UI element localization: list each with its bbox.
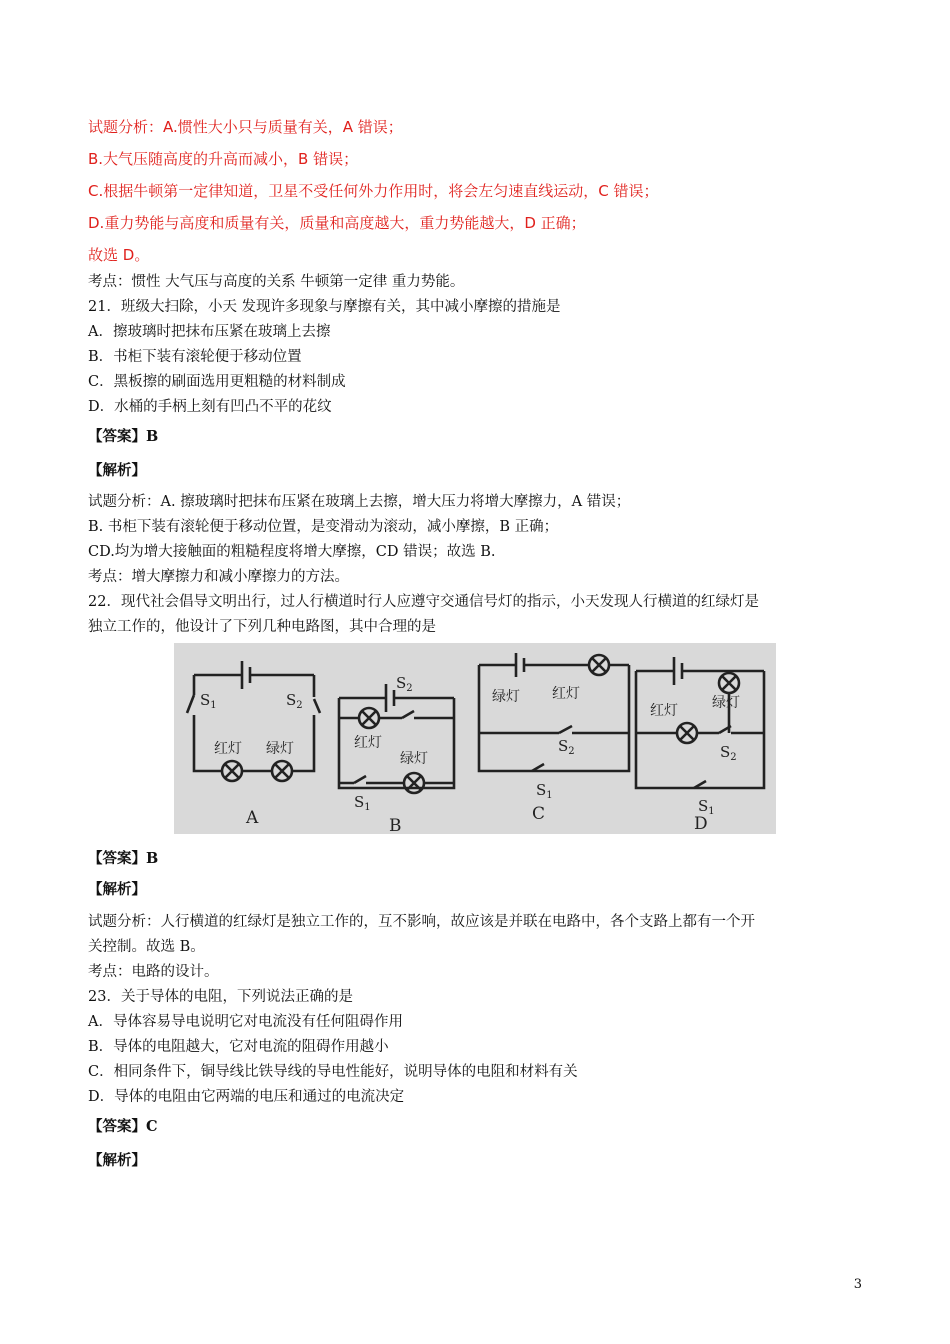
option-c: C．黑板擦的刷面选用更粗糙的材料制成: [88, 374, 346, 390]
option-b: B．书柜下装有滚轮便于移动位置: [88, 349, 302, 365]
red-lamp-label: 红灯: [354, 735, 382, 751]
switch-label: $S_2$: [720, 743, 737, 763]
analysis-line: D.重力势能与高度和质量有关，质量和高度越大，重力势能越大，D 正确；: [88, 214, 586, 232]
switch-label: $S_2$: [286, 691, 303, 711]
switch-label: $S_2$: [396, 674, 413, 694]
switch-label: $S_1$: [536, 781, 553, 801]
red-lamp-label: 红灯: [552, 686, 580, 702]
label-b: B: [389, 816, 402, 834]
question-stem: 23．关于导体的电阻，下列说法正确的是: [88, 989, 353, 1005]
question-stem: 独立工作的，他设计了下列几种电路图，其中合理的是: [88, 619, 436, 635]
option-d: D．水桶的手柄上刻有凹凸不平的花纹: [88, 399, 332, 415]
analysis-line: 关控制。故选 B。: [88, 939, 205, 955]
analysis-line: B.大气压随高度的升高而减小，B 错误；: [88, 150, 359, 168]
kaodian: 考点：增大摩擦力和减小摩擦力的方法。: [88, 569, 349, 585]
red-lamp-label: 红灯: [214, 741, 242, 757]
green-lamp-label: 绿灯: [492, 689, 520, 705]
green-lamp-label: 绿灯: [266, 741, 294, 757]
analysis-line: C.根据牛顿第一定律知道，卫星不受任何外力作用时，将会左匀速直线运动，C 错误；: [88, 182, 659, 200]
red-lamp-label: 红灯: [650, 703, 678, 719]
analysis-line: 试题分析：A.惯性大小只与质量有关，A 错误；: [88, 118, 403, 136]
page-number: 3: [853, 1277, 862, 1292]
option-a: A．导体容易导电说明它对电流没有任何阻碍作用: [88, 1014, 403, 1030]
option-a: A．擦玻璃时把抹布压紧在玻璃上去擦: [88, 324, 331, 340]
switch-label: $S_2$: [558, 737, 575, 757]
switch-label: $S_1$: [200, 691, 217, 711]
option-c: C．相同条件下，铜导线比铁导线的导电性能好，说明导体的电阻和材料有关: [88, 1064, 578, 1080]
analysis-header: 【解析】: [88, 881, 146, 898]
answer: 【答案】B: [88, 850, 159, 867]
question-stem: 21．班级大扫除，小天 发现许多现象与摩擦有关，其中减小摩擦的措施是: [88, 299, 561, 315]
answer: 【答案】C: [88, 1118, 158, 1135]
label-d: D: [694, 814, 708, 834]
analysis-header: 【解析】: [88, 1152, 146, 1169]
switch-label: $S_1$: [698, 797, 715, 817]
option-d: D．导体的电阻由它两端的电压和通过的电流决定: [88, 1089, 405, 1105]
switch-label: $S_1$: [354, 793, 371, 813]
option-b: B．导体的电阻越大，它对电流的阻碍作用越小: [88, 1039, 389, 1055]
analysis-line: 试题分析：A. 擦玻璃时把抹布压紧在玻璃上去擦，增大压力将增大摩擦力，A 错误；: [88, 494, 631, 510]
analysis-header: 【解析】: [88, 462, 146, 479]
analysis-line: CD.均为增大接触面的粗糙程度将增大摩擦，CD 错误；故选 B.: [88, 544, 496, 560]
circuit-diagrams-figure: [174, 643, 776, 834]
question-stem: 22．现代社会倡导文明出行，过人行横道时行人应遵守交通信号灯的指示，小天发现人行横道的红绿灯是: [88, 594, 759, 610]
analysis-line: 试题分析：人行横道的红绿灯是独立工作的，互不影响，故应该是并联在电路中，各个支路上都有一个开: [88, 914, 755, 930]
label-c: C: [532, 804, 546, 824]
kaodian: 考点：电路的设计。: [88, 964, 219, 980]
kaodian: 考点：惯性 大气压与高度的关系 牛顿第一定律 重力势能。: [88, 274, 465, 290]
answer: 【答案】B: [88, 428, 159, 445]
analysis-line: 故选 D。: [88, 246, 150, 264]
analysis-line: B. 书柜下装有滚轮便于移动位置，是变滑动为滚动，减小摩擦，B 正确；: [88, 519, 559, 535]
green-lamp-label: 绿灯: [712, 695, 740, 711]
label-a: A: [246, 808, 259, 828]
green-lamp-label: 绿灯: [400, 751, 428, 767]
